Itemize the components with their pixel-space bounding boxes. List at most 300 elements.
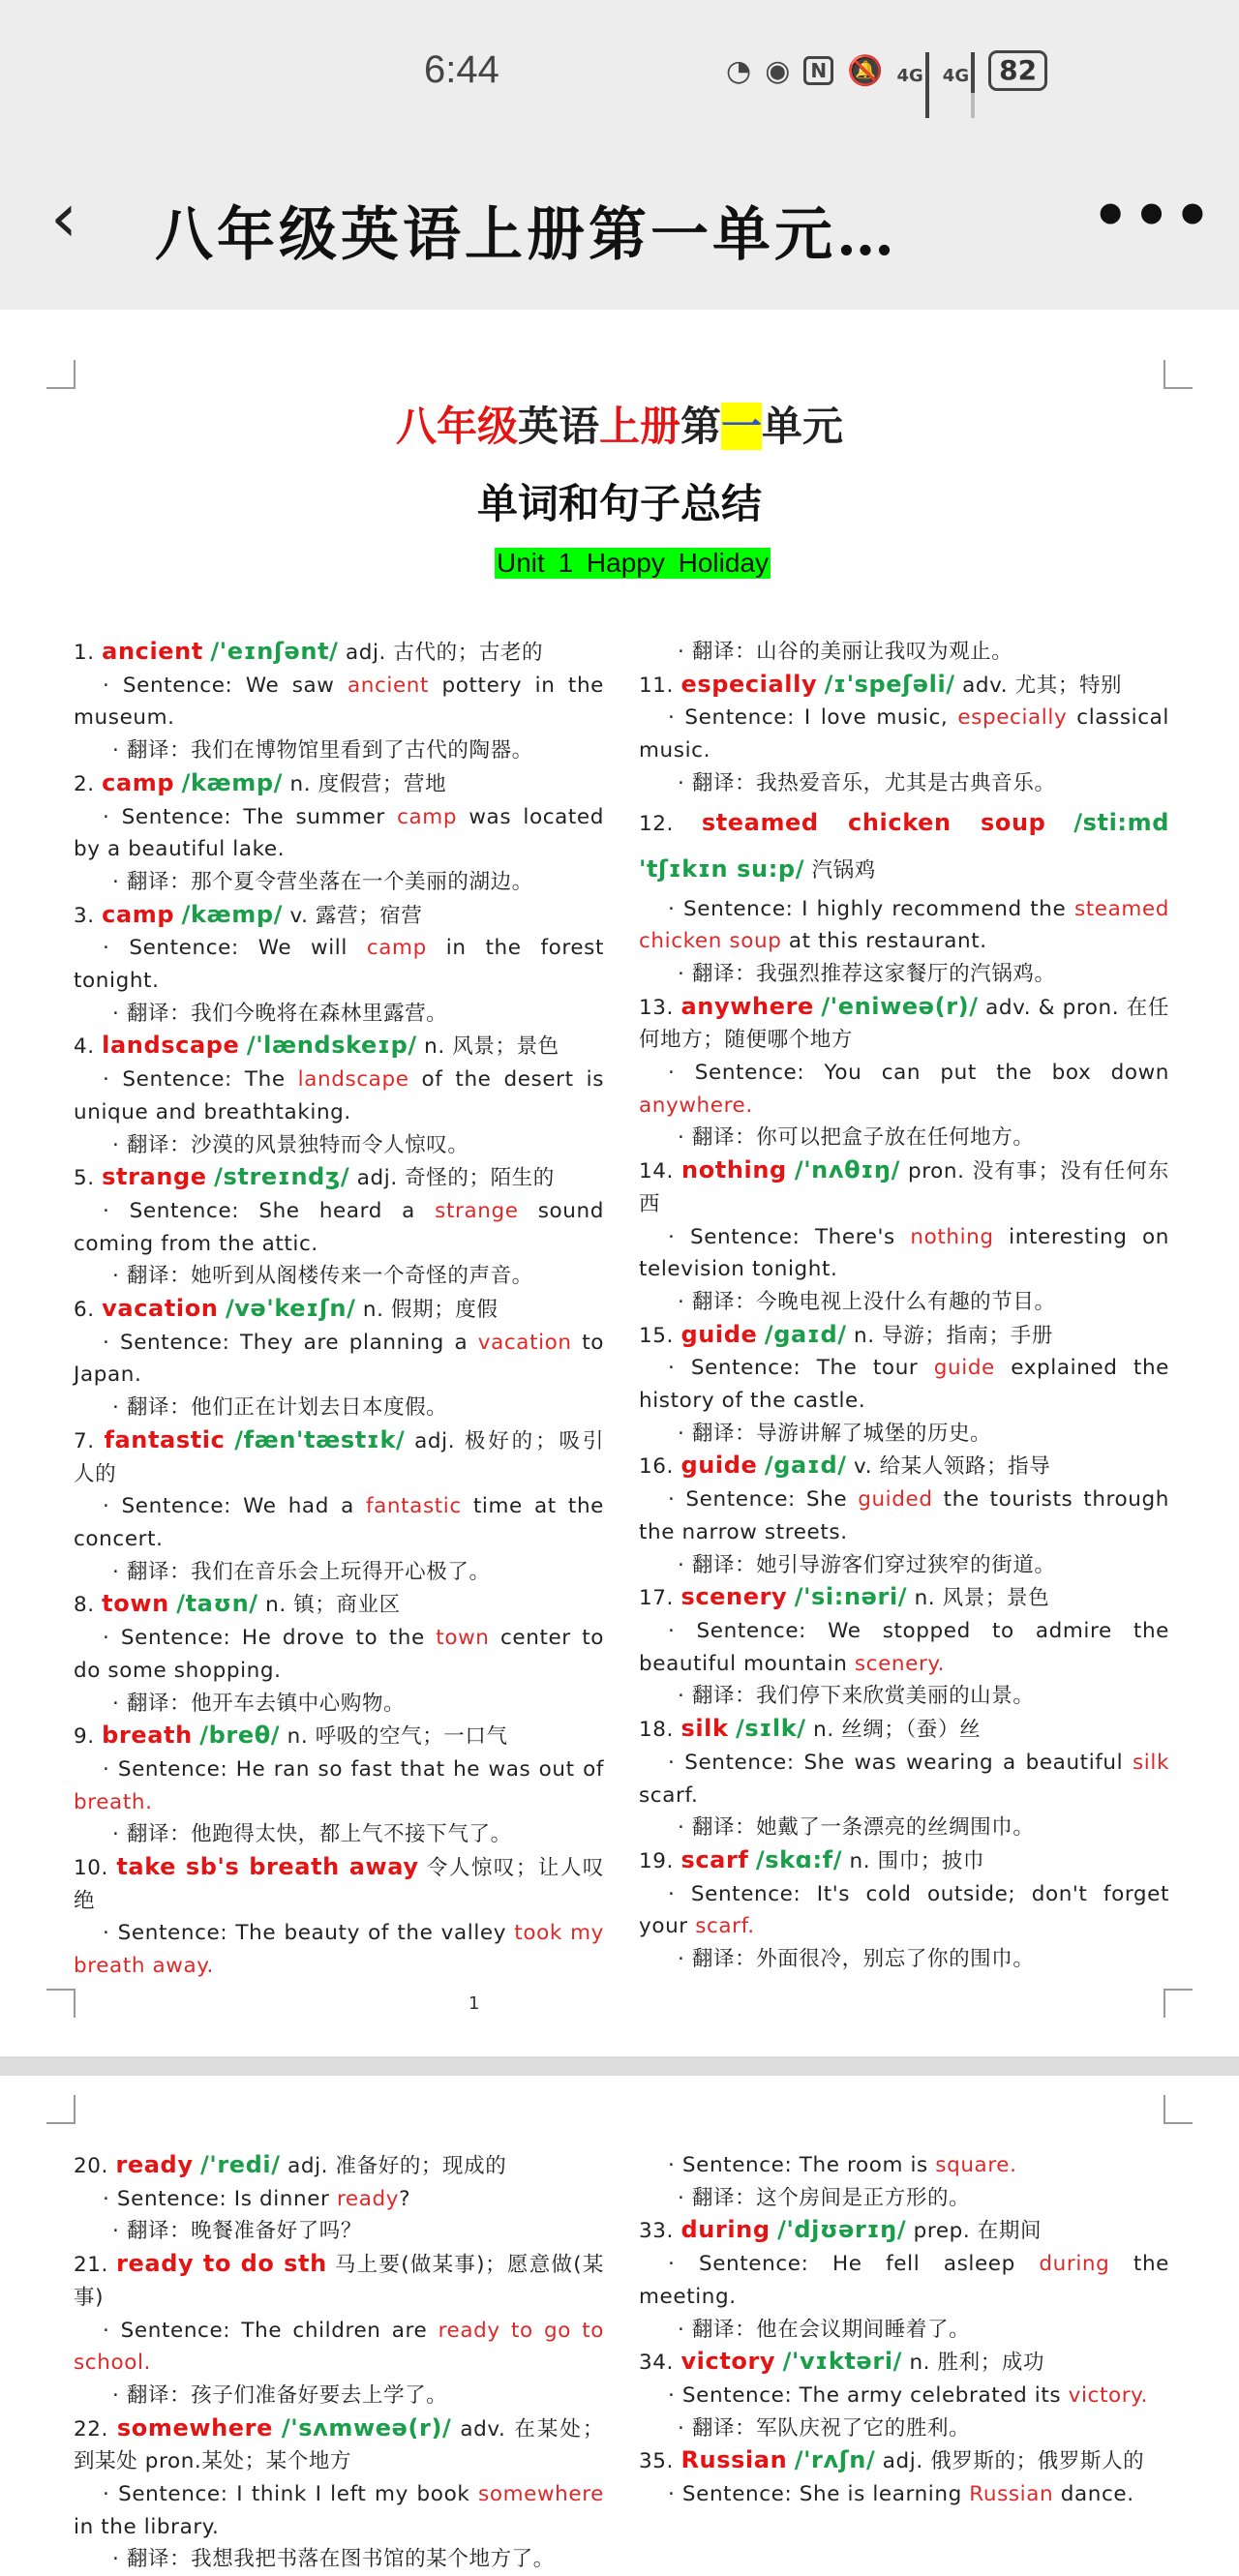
example-sentence: [74, 2478, 604, 2543]
sentence-label: · Sentence:: [668, 705, 804, 731]
sentence-keyword: strange: [435, 1198, 519, 1223]
sentence-keyword: ready: [336, 2186, 400, 2211]
entry-header: [639, 991, 1169, 1057]
translation-text: 我们停下来欣赏美丽的山景。: [756, 1684, 1035, 1709]
vocab-entry: [74, 1161, 604, 1293]
sentence-label: · Sentence:: [668, 1356, 817, 1381]
status-time: 6:44: [424, 48, 499, 91]
entry-phonetic: /gaɪd/: [764, 1452, 847, 1480]
translation-label: · 翻译：: [678, 1552, 757, 1577]
sentence-keyword: ancient: [347, 673, 430, 698]
vocab-entry: [74, 899, 604, 1031]
sentence-keyword: landscape: [297, 1067, 409, 1093]
translation: [639, 767, 1169, 800]
entry-word: vacation: [102, 1295, 219, 1323]
sentence-text: The tour: [816, 1356, 934, 1381]
page-corner-mark: [46, 360, 76, 389]
entry-header: [74, 2248, 604, 2314]
entry-number: 7.: [74, 1428, 95, 1453]
entry-meaning: n. 围巾；披巾: [849, 1848, 985, 1873]
entry-header: [74, 1293, 604, 1327]
page-corner-mark: [46, 1989, 76, 2018]
vocab-entry: [639, 1450, 1169, 1581]
battery-icon: 82: [988, 50, 1047, 91]
eye-icon: ◉: [765, 53, 791, 88]
title-part: 八年级: [395, 403, 518, 450]
signal-icon-2: [943, 52, 975, 89]
title-part: 上册: [598, 403, 680, 450]
translation-text: 她听到从阁楼传来一个奇怪的声音。: [191, 1264, 533, 1289]
page-corner-mark: [1163, 2095, 1193, 2124]
entry-number: 21.: [74, 2253, 108, 2278]
sentence-keyword: fantastic: [365, 1494, 462, 1519]
sentence-text: the meeting.: [639, 2252, 1169, 2309]
sentence-text: She was wearing a beautiful: [803, 1750, 1133, 1775]
entry-phonetic: /'sʌmweə(r)/: [281, 2413, 452, 2441]
translation-label: · 翻译：: [112, 738, 192, 764]
vocab-entry: [74, 1293, 604, 1424]
example-sentence: [639, 2149, 1169, 2182]
entry-meaning: adj. 准备好的；现成的: [287, 2154, 507, 2178]
back-button[interactable]: ‹: [50, 178, 77, 257]
translation-label: · 翻译：: [678, 770, 757, 795]
translation-text: 这个房间是正方形的。: [756, 2185, 971, 2210]
entry-header: [639, 1154, 1169, 1220]
sentence-label: · Sentence:: [103, 1494, 244, 1519]
entry-word: ready: [115, 2151, 194, 2178]
vocab-entry: [74, 767, 604, 899]
vocab-entry: [639, 1713, 1169, 1844]
status-bar: [0, 0, 1239, 145]
translation-text: 他跑得太快，都上气不接下气了。: [191, 1822, 512, 1847]
entry-number: 10.: [74, 1856, 108, 1881]
translation: [639, 636, 1169, 669]
example-sentence: [74, 1063, 604, 1128]
translation: [74, 1688, 604, 1721]
translation: [639, 2412, 1169, 2445]
page-corner-mark: [1163, 360, 1193, 389]
entry-header: [74, 636, 604, 670]
translation-label: · 翻译：: [678, 2415, 757, 2441]
sentence-text: was located by a beautiful lake.: [74, 804, 605, 862]
entry-meaning: 汽锅鸡: [811, 857, 876, 883]
sentence-text: She is learning: [799, 2482, 970, 2507]
vocab-entry: [74, 2149, 604, 2248]
sentence-text: There's: [814, 1224, 911, 1249]
bell-muted-icon: 🔕: [847, 53, 884, 88]
vocab-entry: [639, 991, 1169, 1155]
entry-number: 17.: [639, 1586, 674, 1611]
entry-number: 5.: [74, 1166, 95, 1191]
sentence-label: · Sentence:: [103, 673, 246, 698]
sentence-text: center to do some shopping.: [74, 1626, 604, 1683]
translation-label: · 翻译：: [678, 2317, 757, 2342]
translation-text: 我强烈推荐这家餐厅的汽锅鸡。: [756, 961, 1056, 986]
example-sentence: [639, 1747, 1169, 1812]
translation-text: 他们正在计划去日本度假。: [191, 1395, 448, 1421]
translation-text: 她引导游客们穿过狭窄的街道。: [756, 1552, 1056, 1577]
example-sentence: [639, 2380, 1169, 2412]
translation: [74, 2543, 604, 2576]
entry-word: Russian: [680, 2446, 788, 2474]
translation: [639, 1418, 1169, 1451]
translation: [639, 1680, 1169, 1713]
entry-phonetic: /'nʌθɪŋ/: [794, 1156, 900, 1184]
translation: [639, 1122, 1169, 1154]
translation-text: 我热爱音乐，尤其是古典音乐。: [756, 770, 1056, 795]
entry-header: [639, 1450, 1169, 1483]
status-icons: [726, 50, 1047, 91]
entry-word: anywhere: [680, 992, 814, 1020]
vocab-entry: [74, 1424, 604, 1589]
sentence-text: in the forest tonight.: [74, 936, 604, 994]
translation-label: · 翻译：: [112, 2382, 192, 2408]
sentence-text: I think I left my book: [236, 2482, 479, 2507]
sentence-keyword: breath.: [74, 1789, 153, 1814]
example-sentence: [74, 2315, 604, 2380]
entry-word: steamed chicken soup: [701, 808, 1046, 836]
sentence-text: explained the history of the castle.: [639, 1356, 1170, 1414]
sentence-keyword: during: [1039, 2252, 1110, 2277]
example-sentence: [639, 1221, 1169, 1286]
page-corner-mark: [46, 2095, 76, 2124]
sentence-text: classical music.: [639, 705, 1169, 764]
entry-phonetic: /'eniweə(r)/: [821, 992, 979, 1020]
sentence-keyword: victory.: [1068, 2382, 1148, 2408]
example-sentence: [74, 1622, 604, 1687]
unit-label: Unit 1 Happy Holiday: [497, 548, 770, 578]
entry-header: [639, 1844, 1169, 1878]
vocab-entry: [639, 2444, 1169, 2510]
right-column: [639, 2149, 1169, 2511]
sentence-text: of the desert is unique and breathtaking.: [74, 1067, 604, 1124]
translation: [74, 866, 604, 899]
translation: [639, 1549, 1169, 1582]
entry-meaning: adj. 俄罗斯的；俄罗斯人的: [882, 2449, 1145, 2474]
sentence-keyword: guide: [933, 1356, 995, 1381]
entry-word: silk: [680, 1715, 729, 1743]
entry-phonetic: /'rʌʃn/: [794, 2446, 876, 2474]
entry-meaning: n. 风景；景色: [424, 1034, 559, 1060]
sentence-keyword: took my breath away.: [74, 1921, 605, 1979]
sentence-keyword: square.: [935, 2153, 1017, 2177]
entry-word: especially: [680, 670, 818, 698]
entry-meaning: n. 风景；景色: [914, 1586, 1050, 1611]
vocab-entry: [74, 1588, 604, 1720]
sentence-text: scarf.: [639, 1782, 699, 1808]
entry-number: 35.: [639, 2449, 674, 2474]
entry-header: [74, 1030, 604, 1063]
sentence-text: They are planning a: [240, 1330, 478, 1355]
translation: [74, 2380, 604, 2412]
entry-header: [74, 1720, 604, 1753]
translation-label: · 翻译：: [678, 2185, 757, 2210]
entry-word: camp: [102, 900, 175, 928]
example-sentence: [74, 1753, 604, 1818]
app-bar: [0, 145, 1239, 310]
network-type: 4G: [942, 66, 970, 86]
entry-phonetic: /'si:nəri/: [794, 1583, 908, 1611]
sentence-label: · Sentence:: [668, 1224, 815, 1249]
sentence-keyword: nothing: [910, 1224, 994, 1249]
vocab-entry: [639, 800, 1169, 991]
entry-phonetic: /kæmp/: [181, 900, 284, 928]
entry-phonetic: /streɪndʒ/: [214, 1163, 350, 1191]
translation-text: 我想我把书落在图书馆的某个地方了。: [191, 2547, 555, 2572]
entry-number: 18.: [639, 1718, 674, 1743]
entry-header: [639, 2346, 1169, 2380]
left-column: [74, 2149, 604, 2576]
sentence-keyword: vacation: [477, 1330, 572, 1355]
example-sentence: [639, 1615, 1169, 1680]
entry-word: ready to do sth: [116, 2250, 327, 2278]
entry-number: 3.: [74, 903, 95, 928]
sentence-label: · Sentence:: [668, 2382, 800, 2408]
sentence-label: · Sentence:: [668, 896, 802, 921]
sentence-text: the tourists through the narrow streets.: [639, 1487, 1169, 1544]
translation: [74, 734, 604, 767]
sentence-label: · Sentence:: [103, 2318, 242, 2343]
entry-phonetic: /'eɪnʃənt/: [210, 638, 339, 665]
translation-text: 晚餐准备好了吗？: [191, 2219, 362, 2244]
translation-label: · 翻译：: [112, 1691, 192, 1716]
entry-number: 34.: [639, 2351, 674, 2376]
example-sentence: [74, 1917, 604, 1982]
vocab-entry: [639, 2346, 1169, 2444]
translation-text: 军队庆祝了它的胜利。: [756, 2415, 971, 2441]
sentence-label: · Sentence:: [103, 804, 244, 829]
entry-word: fantastic: [104, 1425, 226, 1453]
sentence-text: ?: [399, 2186, 411, 2211]
translation: [639, 958, 1169, 991]
sentence-keyword: scenery.: [854, 1651, 946, 1676]
sentence-text: The: [244, 1067, 298, 1093]
entry-phonetic: /'djʊərɪŋ/: [777, 2216, 907, 2244]
entry-meaning: adj. 古代的；古老的: [345, 641, 544, 665]
entry-meaning: n. 呼吸的空气；一口气: [287, 1724, 508, 1750]
entry-phonetic: /və'keɪʃn/: [225, 1295, 356, 1323]
entry-word: guide: [680, 1320, 758, 1348]
entry-header: [639, 800, 1169, 893]
entry-number: 33.: [639, 2219, 674, 2244]
sentence-text: interesting on television tonight.: [639, 1224, 1170, 1282]
entry-word: ancient: [102, 638, 203, 665]
translation-text: 导游讲解了城堡的历史。: [756, 1421, 992, 1446]
sentence-text: The room is: [799, 2153, 936, 2177]
vocab-entry: [639, 1319, 1169, 1451]
translation: [74, 1260, 604, 1293]
right-column: [639, 636, 1169, 1976]
sentence-label: · Sentence:: [103, 2482, 237, 2507]
entry-meaning: adv. 尤其；特别: [962, 673, 1123, 698]
translation-label: · 翻译：: [678, 1684, 757, 1709]
sentence-text: He fell asleep: [832, 2252, 1040, 2277]
entry-phonetic: /gaɪd/: [764, 1320, 847, 1348]
entry-number: 14.: [639, 1159, 674, 1184]
vocab-entry: [639, 636, 1169, 669]
entry-word: strange: [102, 1163, 207, 1191]
vocab-entry: [639, 1154, 1169, 1319]
sentence-label: · Sentence:: [103, 1067, 245, 1093]
translation-label: · 翻译：: [112, 1822, 192, 1847]
sentence-text: The army celebrated its: [799, 2382, 1069, 2408]
sentence-keyword: town: [436, 1626, 490, 1651]
entry-phonetic: /sti:md 'tʃɪkɪn su:p/: [639, 808, 1170, 883]
sentence-label: · Sentence:: [103, 2186, 234, 2211]
entry-meaning: prep. 在期间: [913, 2219, 1043, 2244]
sentence-text: I love music,: [803, 705, 958, 731]
sentence-text: dance.: [1053, 2482, 1134, 2507]
sentence-text: The beauty of the valley: [235, 1921, 515, 1946]
title-part: 第: [680, 403, 722, 450]
entry-phonetic: /breθ/: [199, 1722, 281, 1750]
entry-word: breath: [102, 1722, 193, 1750]
entry-meaning: n. 胜利；成功: [909, 2351, 1045, 2376]
translation-label: · 翻译：: [678, 1125, 757, 1151]
entry-meaning: adj. 奇怪的；陌生的: [356, 1166, 555, 1191]
vocab-entry: [74, 2412, 604, 2576]
page-number: 1: [468, 1993, 480, 2014]
sentence-text: to Japan.: [74, 1330, 605, 1388]
entry-meaning: n. 导游；指南；手册: [854, 1323, 1053, 1348]
translation-text: 外面很冷，别忘了你的围巾。: [756, 1947, 1035, 1972]
entry-number: 1.: [74, 641, 95, 665]
translation-text: 你可以把盒子放在任何地方。: [756, 1125, 1035, 1151]
example-sentence: [639, 2248, 1169, 2313]
sentence-label: · Sentence:: [668, 2252, 832, 2277]
entry-number: 20.: [74, 2154, 108, 2178]
vocab-entry: [74, 1851, 604, 1983]
entry-header: [74, 1851, 604, 1917]
translation-text: 今晚电视上没什么有趣的节目。: [756, 1289, 1056, 1314]
translation-label: · 翻译：: [112, 1132, 192, 1157]
sentence-text: The summer: [243, 804, 398, 829]
sentence-text: He ran so fast that he was out of: [235, 1756, 605, 1782]
sentence-label: · Sentence:: [668, 2153, 800, 2177]
sentence-label: · Sentence:: [103, 1198, 259, 1223]
left-column: [74, 636, 604, 1983]
entry-header: [639, 2214, 1169, 2248]
example-sentence: [639, 1878, 1169, 1943]
entry-word: town: [102, 1590, 169, 1618]
vocab-entry: [74, 2248, 604, 2412]
document-page-1[interactable]: [0, 310, 1239, 2056]
sentence-label: · Sentence:: [668, 1881, 817, 1906]
document-page-2[interactable]: [0, 2076, 1239, 2572]
entry-header: [74, 2412, 604, 2478]
entry-header: [639, 1581, 1169, 1615]
sentence-keyword: somewhere: [478, 2482, 604, 2507]
entry-meaning: n. 度假营；营地: [289, 771, 447, 796]
sentence-keyword: especially: [957, 705, 1068, 731]
sentence-text: We had a: [243, 1494, 366, 1519]
entry-phonetic: /sɪlk/: [735, 1715, 806, 1743]
sentence-text: The children are: [241, 2318, 438, 2343]
entry-word: nothing: [681, 1156, 787, 1184]
doc-heading: [0, 395, 1239, 453]
example-sentence: [74, 932, 604, 997]
entry-number: 8.: [74, 1593, 95, 1618]
vocab-entry: [639, 2214, 1169, 2346]
entry-meaning: v. 露营；宿营: [289, 903, 423, 928]
vocab-entry: [639, 2149, 1169, 2214]
entry-number: 12.: [639, 811, 674, 836]
entry-word: landscape: [102, 1032, 240, 1060]
example-sentence: [74, 1195, 604, 1260]
entry-phonetic: /'lændskeɪp/: [246, 1032, 417, 1060]
entry-meaning: adj. 极好的；吸引人的: [74, 1428, 604, 1486]
translation-text: 那个夏令营坐落在一个美丽的湖边。: [191, 869, 533, 894]
translation: [74, 998, 604, 1031]
page-separator: [0, 2056, 1239, 2076]
sentence-text: in the library.: [74, 2514, 220, 2539]
sentence-keyword: steamed chicken soup: [639, 896, 1170, 954]
example-sentence: [74, 1327, 604, 1392]
entry-meaning: 令人惊叹；让人叹绝: [74, 1856, 605, 1913]
translation-label: · 翻译：: [112, 1559, 192, 1584]
translation: [639, 2314, 1169, 2347]
sentence-label: · Sentence:: [668, 1750, 804, 1775]
vocab-entry: [639, 1844, 1169, 1976]
entry-number: 11.: [639, 673, 674, 698]
translation-label: · 翻译：: [678, 961, 757, 986]
entry-phonetic: /fæn'tæstɪk/: [234, 1425, 406, 1453]
vocab-entry: [74, 1720, 604, 1851]
entry-word: somewhere: [116, 2413, 273, 2441]
sentence-keyword: ready to go to school.: [74, 2318, 605, 2376]
sentence-keyword: silk: [1133, 1750, 1169, 1775]
sentence-keyword: guided: [858, 1487, 933, 1513]
vocab-entry: [74, 1030, 604, 1161]
entry-meaning: adv. & pron. 在任何地方；随便哪个地方: [639, 995, 1170, 1053]
example-sentence: [639, 893, 1169, 958]
sentence-text: She: [805, 1487, 859, 1513]
sentence-label: · Sentence:: [103, 1756, 236, 1782]
more-options-button[interactable]: •••: [1092, 182, 1216, 250]
sentence-text: She heard a: [258, 1198, 436, 1223]
sentence-text: Is dinner: [233, 2186, 337, 2211]
example-sentence: [74, 801, 604, 866]
entry-meaning: n. 假期；度假: [362, 1298, 499, 1323]
page-corner-mark: [1163, 1989, 1193, 2018]
entry-number: 6.: [74, 1298, 95, 1323]
example-sentence: [74, 2183, 604, 2216]
translation-text: 山谷的美丽让我叹为观止。: [756, 640, 1013, 664]
sentence-label: · Sentence:: [668, 1487, 806, 1513]
example-sentence: [639, 1057, 1169, 1122]
entry-phonetic: /skɑ:f/: [755, 1845, 843, 1873]
sentence-text: We stopped to admire the beautiful mountain: [639, 1618, 1170, 1676]
sentence-text: We saw: [245, 673, 348, 698]
entry-number: 4.: [74, 1034, 95, 1060]
entry-word: during: [680, 2216, 771, 2244]
sentence-label: · Sentence:: [103, 1921, 236, 1946]
entry-number: 22.: [74, 2416, 108, 2441]
signal-icon-1: [896, 52, 928, 89]
example-sentence: [639, 1352, 1169, 1417]
translation: [639, 1812, 1169, 1844]
translation-label: · 翻译：: [678, 640, 757, 664]
translation-text: 沙漠的风景独特而令人惊叹。: [191, 1132, 469, 1157]
translation: [74, 1129, 604, 1162]
entry-phonetic: /'redi/: [200, 2151, 281, 2178]
translation: [639, 1943, 1169, 1976]
entry-header: [74, 767, 604, 801]
entry-meaning: n. 丝绸；（蚕）丝: [813, 1718, 982, 1743]
example-sentence: [74, 1490, 604, 1555]
sentence-label: · Sentence:: [668, 1618, 829, 1643]
sentence-text: He drove to the: [241, 1626, 437, 1651]
